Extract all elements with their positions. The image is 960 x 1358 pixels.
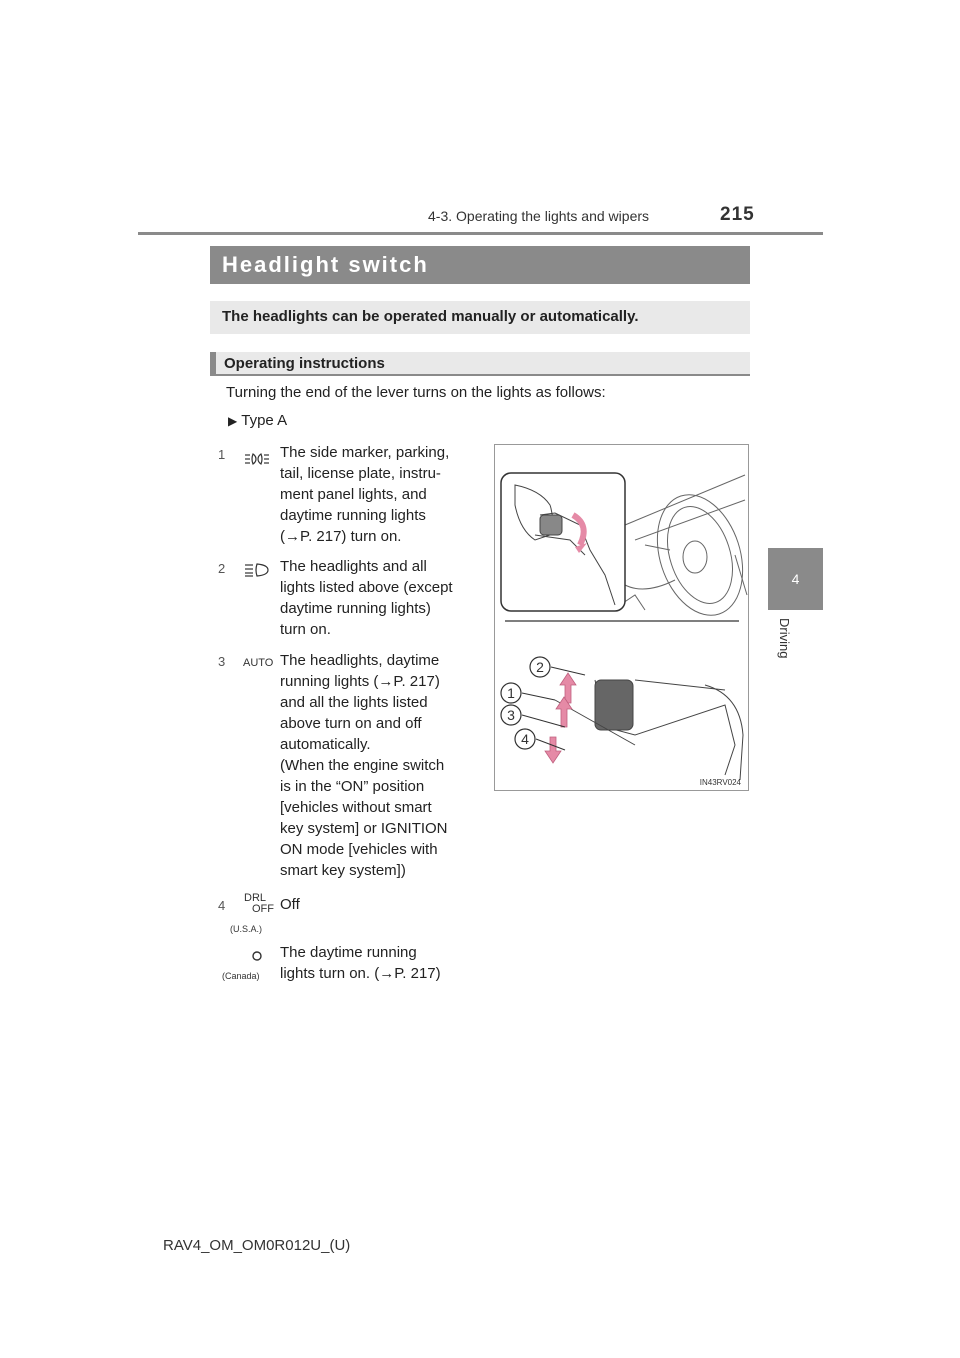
section-title: 4-3. Operating the lights and wipers <box>428 208 650 224</box>
callout-2: 2 <box>536 659 544 675</box>
item-number-1: 1 <box>218 447 226 462</box>
footer-code: RAV4_OM_OM0R012U_(U) <box>163 1237 351 1254</box>
callout-4: 4 <box>521 731 529 747</box>
auto-icon: AUTO <box>243 657 274 669</box>
page-number: 215 <box>720 204 755 225</box>
subsection-bar <box>210 352 750 376</box>
page-title: Headlight switch <box>222 252 429 277</box>
item-number-3: 3 <box>218 654 226 669</box>
o-icon <box>251 950 263 962</box>
chapter-tab: 4 <box>768 548 823 610</box>
lever-illustration <box>495 445 748 790</box>
item-1-description: The side marker, parking, tail, license plate, instru- ment panel lights, and daytime running lights (→P. 217) turn on. <box>280 444 450 545</box>
figure-code: IN43RV024 <box>699 778 741 787</box>
chapter-label: Driving <box>777 618 792 659</box>
callout-3: 3 <box>507 707 515 723</box>
callout-1: 1 <box>507 685 515 701</box>
intro-bar <box>210 301 750 334</box>
header-rule <box>138 232 823 235</box>
headlight-icon <box>244 562 270 578</box>
drl-off-icon: DRL OFF <box>244 892 274 915</box>
item-number-4: 4 <box>218 898 226 913</box>
triangle-bullet-icon: ▶ <box>228 414 238 428</box>
body-text: Turning the end of the lever turns on the lights as follows: <box>226 384 606 401</box>
type-label-line <box>228 412 287 429</box>
headlight-lever-figure <box>494 444 749 791</box>
canada-note: (Canada) <box>222 971 260 981</box>
page-title-bar <box>210 246 750 284</box>
item-2-description: The headlights and all lights listed above (except daytime running lights) turn on. <box>280 558 453 638</box>
type-label: Type A <box>241 412 288 429</box>
subsection-title: Operating instructions <box>224 355 385 372</box>
parking-lights-icon <box>244 451 270 467</box>
item-4-description: Off <box>280 896 300 913</box>
item-5-description: The daytime running lights turn on. (→P. 217) <box>280 944 441 982</box>
item-number-2: 2 <box>218 561 226 576</box>
item-3-description: The headlights, daytime running lights (→P. 217) and all the lights listed above turn on and off automatically. (When the engine switch is in the “ON” position [vehicles without smart key system] or IGNITION ON mode [vehicles with smart key system]) <box>280 652 448 879</box>
usa-note: (U.S.A.) <box>230 924 263 934</box>
intro-text: The headlights can be operated manually or automatically. <box>222 308 639 325</box>
